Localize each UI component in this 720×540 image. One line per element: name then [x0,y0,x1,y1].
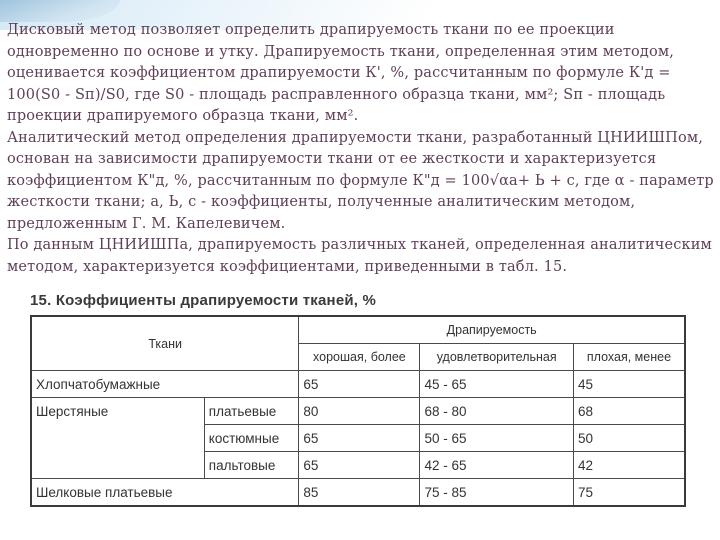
value-poor: 45 [573,371,685,398]
table-row [31,479,685,507]
value-good: 65 [299,371,420,398]
body-text [7,20,715,278]
fabric-subtype: платьевые [204,398,299,425]
fabric-group: Хлопчатобумажные [31,371,204,398]
fabric-subtype: пальтовые [204,452,299,479]
table-header-row [31,316,685,344]
value-satisfactory: 50 - 65 [420,425,574,452]
subheader-good: хорошая, более [299,344,420,371]
paragraph-analytic-method: Аналитический метод определения драпируемости ткани, разработанный ЦНИИШПом, основан на зависимости драпируемости ткани от ее жесткости и характеризуется коэффициентом К"д, %, рассчитанным по формуле К"д = 100√αа+ Ь + с, где α - параметр жесткости ткани; а, Ь, с - коэффициенты, полученные аналитическим методом, предложенным Г. М. Капелевичем. [7,129,714,232]
value-poor: 75 [573,479,685,507]
header-drapability: Драпируемость [299,316,685,344]
value-good: 85 [299,479,420,507]
header-fabrics: Ткани [31,316,299,371]
fabric-subtype: костюмные [204,425,299,452]
value-good: 80 [299,398,420,425]
table-title: 15. Коэффициенты драпируемости тканей, % [30,292,377,309]
subheader-poor: плохая, менее [573,344,685,371]
value-good: 65 [299,452,420,479]
paragraph-disk-method: Дисковый метод позволяет определить драпируемость ткани по ее проекции одновременно по основе и утку. Драпируемость ткани, определенная этим методом, оценивается коэффициентом драпируемости К', %, рассчитанным по формуле К'д = 100(S0 - Sп)/S0, где S0 - площадь расправленного образца ткани, мм²; Sп - площадь проекции драпируемого образца ткани, мм². [7,22,675,124]
value-satisfactory: 42 - 65 [420,452,574,479]
fabric-subtype [204,479,299,507]
table-row [31,398,685,425]
fabric-group: Шерстяные [31,398,204,425]
drape-coefficients-table [30,315,686,507]
paragraph-table-reference: По данным ЦНИИШПа, драпируемость различных тканей, определенная аналитическим методом, характеризуется коэффициентами, приведенными в табл. 15. [7,237,712,275]
table-row [31,371,685,398]
table-row [31,425,685,452]
fabric-subtype [204,371,299,398]
value-satisfactory: 45 - 65 [420,371,574,398]
subheader-satisfactory: удовлетворительная [420,344,574,371]
value-satisfactory: 68 - 80 [420,398,574,425]
fabric-group: Шелковые платьевые [31,479,204,507]
value-poor: 42 [573,452,685,479]
fabric-group [31,425,204,452]
value-poor: 68 [573,398,685,425]
value-poor: 50 [573,425,685,452]
fabric-group [31,452,204,479]
table-row [31,452,685,479]
value-good: 65 [299,425,420,452]
value-satisfactory: 75 - 85 [420,479,574,507]
